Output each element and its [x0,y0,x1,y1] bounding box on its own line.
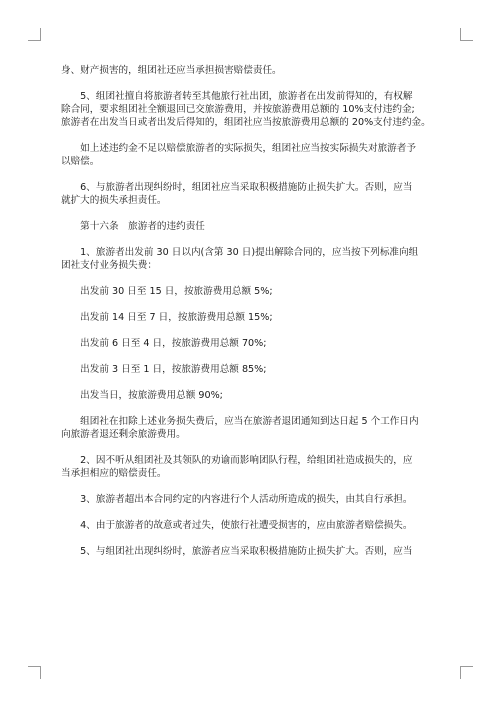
crop-mark-top-right [460,28,473,41]
blank-line [61,441,441,454]
blank-line [61,233,441,246]
blank-line [61,480,441,493]
blank-line [61,207,441,220]
text-line: 5、组团社擅自将旅游者转至其他旅行社出团，旅游者在出发前得知的，有权解 [61,91,413,102]
crop-mark-bottom-right [460,666,473,679]
text-line: 6、与旅游者出现纠纷时，组团社应当采取积极措施防止损失扩大。否则，应当 [61,182,413,193]
text-line: 2、因不听从组团社及其领队的劝谕而影响团队行程，给组团社造成损失的，应 [61,455,413,466]
text-line: 旅游者在出发当日或者出发后得知的，组团社应当按旅游费用总额的 20%支付违约金。 [61,117,431,128]
text-line: 团社支付业务损失费： [61,260,157,271]
crop-mark-top-left [28,28,41,41]
text-line: 3、旅游者超出本合同约定的内容进行个人活动所造成的损失，由其自行承担。 [61,494,413,505]
blank-line [61,272,441,285]
text-line: 向旅游者退还剩余旅游费用。 [61,429,186,440]
blank-line [61,402,441,415]
text-line: 以赔偿。 [61,156,100,167]
text-line: 出发当日，按旅游费用总额 90%; [61,390,223,401]
text-line: 如上述违约金不足以赔偿旅游者的实际损失，组团社应当按实际损失对旅游者予 [61,143,416,154]
blank-line [61,168,441,181]
text-line: 出发前 30 日至 15 日，按旅游费用总额 5%; [61,286,273,297]
text-line: 5、与组团社出现纠纷时，旅游者应当采取积极措施防止损失扩大。否则，应当 [61,546,413,557]
blank-line [61,376,441,389]
blank-line [61,350,441,363]
text-line: 除合同，要求组团社全额退回已交旅游费用，并按旅游费用总额的 10%支付违约金; [61,104,415,115]
text-line: 出发前 6 日至 4 日，按旅游费用总额 70%; [61,338,267,349]
text-line: 身、财产损害的，组团社还应当承担损害赔偿责任。 [61,65,282,76]
blank-line [61,532,441,545]
text-line: 就扩大的损失承担责任。 [61,195,167,206]
blank-line [61,129,441,142]
crop-mark-bottom-left [28,666,41,679]
blank-line [61,77,441,90]
blank-line [61,324,441,337]
text-line: 出发前 3 日至 1 日，按旅游费用总额 85%; [61,364,267,375]
text-line: 4、由于旅游者的故意或者过失，使旅行社遭受损害的，应由旅游者赔偿损失。 [61,520,413,531]
text-line: 第十六条 旅游者的违约责任 [61,221,205,232]
text-line: 1、旅游者出发前 30 日以内(含第 30 日)提出解除合同的，应当按下列标准向组 [61,247,419,258]
document-body [61,64,441,558]
text-line: 当承担相应的赔偿责任。 [61,468,167,479]
blank-line [61,298,441,311]
text-line: 出发前 14 日至 7 日，按旅游费用总额 15%; [61,312,273,323]
text-line: 组团社在扣除上述业务损失费后，应当在旅游者退团通知到达日起 5 个工作日内 [61,416,419,427]
blank-line [61,506,441,519]
